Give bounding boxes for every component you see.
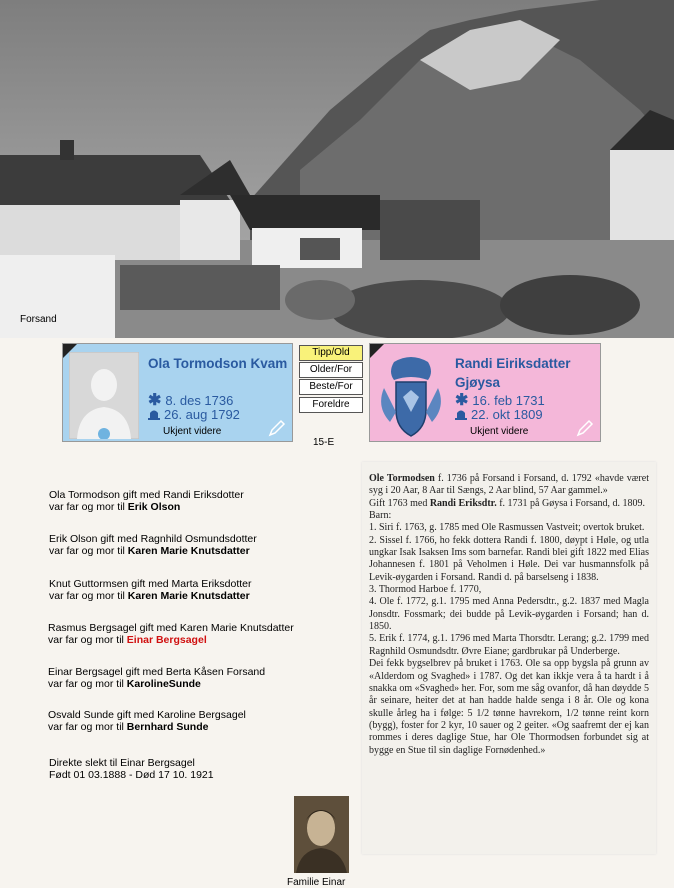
wife-death-date: 22. okt 1809 <box>471 407 543 422</box>
nav-beste-for-button[interactable]: Beste/For <box>299 379 363 395</box>
nav-tipp-old-button[interactable]: Tipp/Old <box>299 345 363 361</box>
wife-name[interactable]: Randi Eiriksdatter Gjøysa <box>455 356 571 390</box>
page-id: 15-E <box>313 437 335 448</box>
husband-death <box>148 407 240 422</box>
lineage-entry: Rasmus Bergsagel gift med Karen Marie Knutsdatter var far og mor til Einar Bergsagel <box>48 622 294 646</box>
grave-icon <box>148 409 160 420</box>
nav-older-for-button[interactable]: Older/For <box>299 362 363 378</box>
lineage-entry: Knut Guttormsen gift med Marta Eriksdotter var far og mor til Karen Marie Knutsdatter <box>49 578 252 602</box>
portrait-photo[interactable] <box>294 796 349 873</box>
highlighted-person-link[interactable]: Einar Bergsagel <box>126 634 207 646</box>
farm-photo <box>0 0 674 338</box>
person-silhouette-icon <box>69 352 139 439</box>
wife-death <box>455 407 543 422</box>
lineage-entry: Erik Olson gift med Ragnhild Osmundsdotter var far og mor til Karen Marie Knutsdatter <box>49 533 257 557</box>
grave-icon <box>455 409 467 420</box>
coat-of-arms-icon <box>376 352 446 439</box>
portrait-caption: Familie Einar <box>287 877 346 888</box>
edit-pencil-icon[interactable] <box>268 419 286 437</box>
wife-card[interactable] <box>369 343 601 442</box>
husband-name[interactable]: Ola Tormodson Kvam <box>148 356 288 371</box>
direct-lineage-note: Direkte slekt til Einar Bergsagel Født 01 03.1888 - Død 17 10. 1921 <box>49 757 214 781</box>
husband-card[interactable] <box>62 343 293 442</box>
book-page-scan: Ole Tormodsen f. 1736 på Forsand i Forsand, d. 1792 «havde været syg i 20 Aar, 8 Aar til Sængs, 2 Aar blind, 57 Aar gammel.» Gift 1763 med Randi Eriksdtr. f. 1731 på Gøysa i Forsand, d. 1809. Barn: 1. Siri f. 1763, g. 1785 med Ole Rasmussen Vastveit; overtok bruket. 2. Sissel f. 1766, ho fekk dottera Randi f. 1800, døypt i Høle, og utla ungkar Isak Isaksen Ims som barnefar. Randi blei gift 1822 med Elias Johannesen f. 1801 på Veholmen i Høle. Dei var husmannsfolk på Levik-øygarden i Forsand. Randi d. på barselseng i 1838. 3. Thormod Harboe f. 1770, 4. Ole f. 1772, g.1. 1795 med Anna Pedersdtr., g.2. 1837 med Magla Jonsdtr. Fossmark; dei budde på Levik-øygarden i Forsand; han d. 1850. 5. Erik f. 1774, g.1. 1796 med Marta Thorsdtr. Lerang; g.2. 1799 med Ragnhild Osmundsdtr. Øvre Eiane; gardbrukar på Underberge. Dei fekk bygselbrev på bruket i 1763. Ole sa opp bygsla på grunn av «Alderdom og Svaghed» i 1787. Og det kan ikkje vera å ta hardt i å snakka om «Svaghed» her. For, som me såg ovanfor, då han døydde 5 år seinare, heiter det at han hadde halde senga i 8 år. Ole og kona skulle årleg ha i følge: 5 1/2 tønne havrekorn, 1/2 tønne reint korn (bygg), foster for 2 kyr, 10 sauer og 2 geiter. «Og saafremt der ej kan rommes i deres daglige Stue, har Ole Thormodsen forbundet sig at bygge en Stue til sin daglige Fornødenhed.» <box>362 462 656 854</box>
lineage-entry: Einar Bergsagel gift med Berta Kåsen Forsand var far og mor til KarolineSunde <box>48 666 266 690</box>
lineage-entry: Osvald Sunde gift med Karoline Bergsagel var far og mor til Bernhard Sunde <box>48 709 246 733</box>
lineage-entry: Ola Tormodson gift med Randi Eriksdotter var far og mor til Erik Olson <box>49 489 244 513</box>
star-icon: ✱ <box>455 392 469 409</box>
edit-pencil-icon[interactable] <box>576 419 594 437</box>
photo-caption: Forsand <box>20 314 57 325</box>
portrait-drawing <box>294 796 349 873</box>
farm-photo-drawing <box>0 0 674 338</box>
star-icon: ✱ <box>148 392 162 409</box>
wife-birth-date: 16. feb 1731 <box>472 392 545 408</box>
husband-note: Ukjent videre <box>163 426 222 437</box>
husband-death-date: 26. aug 1792 <box>164 407 240 422</box>
husband-birth-date: 8. des 1736 <box>165 392 234 408</box>
wife-note: Ukjent videre <box>470 426 529 437</box>
nav-foreldre-button[interactable]: Foreldre <box>299 397 363 413</box>
